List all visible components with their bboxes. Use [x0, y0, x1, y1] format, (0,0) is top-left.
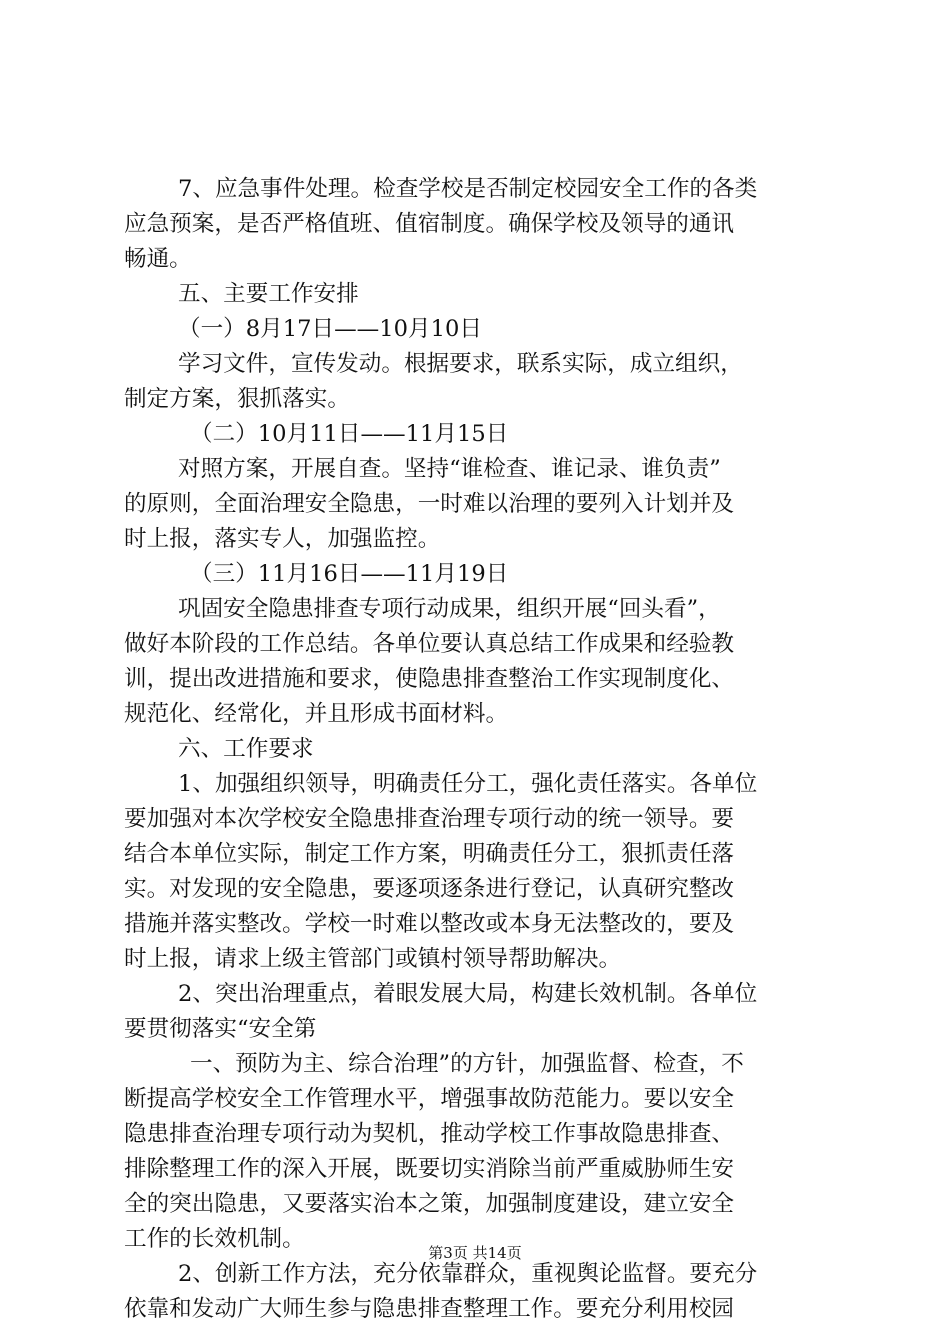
- text-line: 训，提出改进措施和要求，使隐患排查整治工作实现制度化、: [124, 666, 735, 692]
- text-line: 依靠和发动广大师生参与隐患排查整理工作。要充分利用校园: [124, 1296, 735, 1322]
- document-body: [124, 172, 828, 1327]
- text-line: 做好本阶段的工作总结。各单位要认真总结工作成果和经验教: [124, 631, 735, 657]
- text-line: 时上报，请求上级主管部门或镇村领导帮助解决。: [124, 946, 622, 972]
- text-line: 学习文件，宣传发动。根据要求，联系实际，成立组织，: [178, 351, 743, 377]
- text-line: 2、创新工作方法，充分依靠群众，重视舆论监督。要充分: [178, 1261, 758, 1287]
- text-line: 巩固安全隐患排查专项行动成果，组织开展“回头看”，: [178, 596, 721, 622]
- text-line: 制定方案，狠抓落实。: [124, 386, 350, 412]
- text-line: 7、应急事件处理。检查学校是否制定校园安全工作的各类: [178, 176, 758, 202]
- text-line: 断提高学校安全工作管理水平，增强事故防范能力。要以安全: [124, 1086, 735, 1112]
- text-line: 实。对发现的安全隐患，要逐项逐条进行登记，认真研究整改: [124, 876, 735, 902]
- text-line: 六、工作要求: [178, 736, 314, 762]
- text-line: 五、主要工作安排: [178, 281, 359, 307]
- text-line: 畅通。: [124, 246, 192, 272]
- text-line: 工作的长效机制。: [124, 1226, 305, 1252]
- text-line: 结合本单位实际，制定工作方案，明确责任分工，狠抓责任落: [124, 841, 735, 867]
- text-line: 1、加强组织领导，明确责任分工，强化责任落实。各单位: [178, 771, 758, 797]
- text-line: 措施并落实整改。学校一时难以整改或本身无法整改的，要及: [124, 911, 735, 937]
- text-line: 2、突出治理重点，着眼发展大局，构建长效机制。各单位: [178, 981, 758, 1007]
- text-line: 规范化、经常化，并且形成书面材料。: [124, 701, 509, 727]
- text-line: （二）10月11日——11月15日: [190, 421, 509, 447]
- page-footer: 第3页 共14页: [428, 1244, 522, 1262]
- text-line: 排除整理工作的深入开展，既要切实消除当前严重威胁师生安: [124, 1156, 735, 1182]
- text-line: 要加强对本次学校安全隐患排查治理专项行动的统一领导。要: [124, 806, 735, 832]
- text-line: 应急预案，是否严格值班、值宿制度。确保学校及领导的通讯: [124, 211, 735, 237]
- text-line: 对照方案，开展自查。坚持“谁检查、谁记录、谁负责”: [178, 456, 721, 482]
- text-line: 隐患排查治理专项行动为契机，推动学校工作事故隐患排查、: [124, 1121, 735, 1147]
- text-line: 要贯彻落实“安全第: [124, 1016, 317, 1042]
- text-line: 全的突出隐患，又要落实治本之策，加强制度建设，建立安全: [124, 1191, 735, 1217]
- text-line: （三）11月16日——11月19日: [190, 561, 509, 587]
- text-line: 时上报，落实专人，加强监控。: [124, 526, 441, 552]
- text-line: 一、预防为主、综合治理”的方针，加强监督、检查，不: [190, 1051, 744, 1077]
- text-line: （一）8月17日——10月10日: [178, 316, 482, 342]
- text-line: 的原则，全面治理安全隐患，一时难以治理的要列入计划并及: [124, 491, 735, 517]
